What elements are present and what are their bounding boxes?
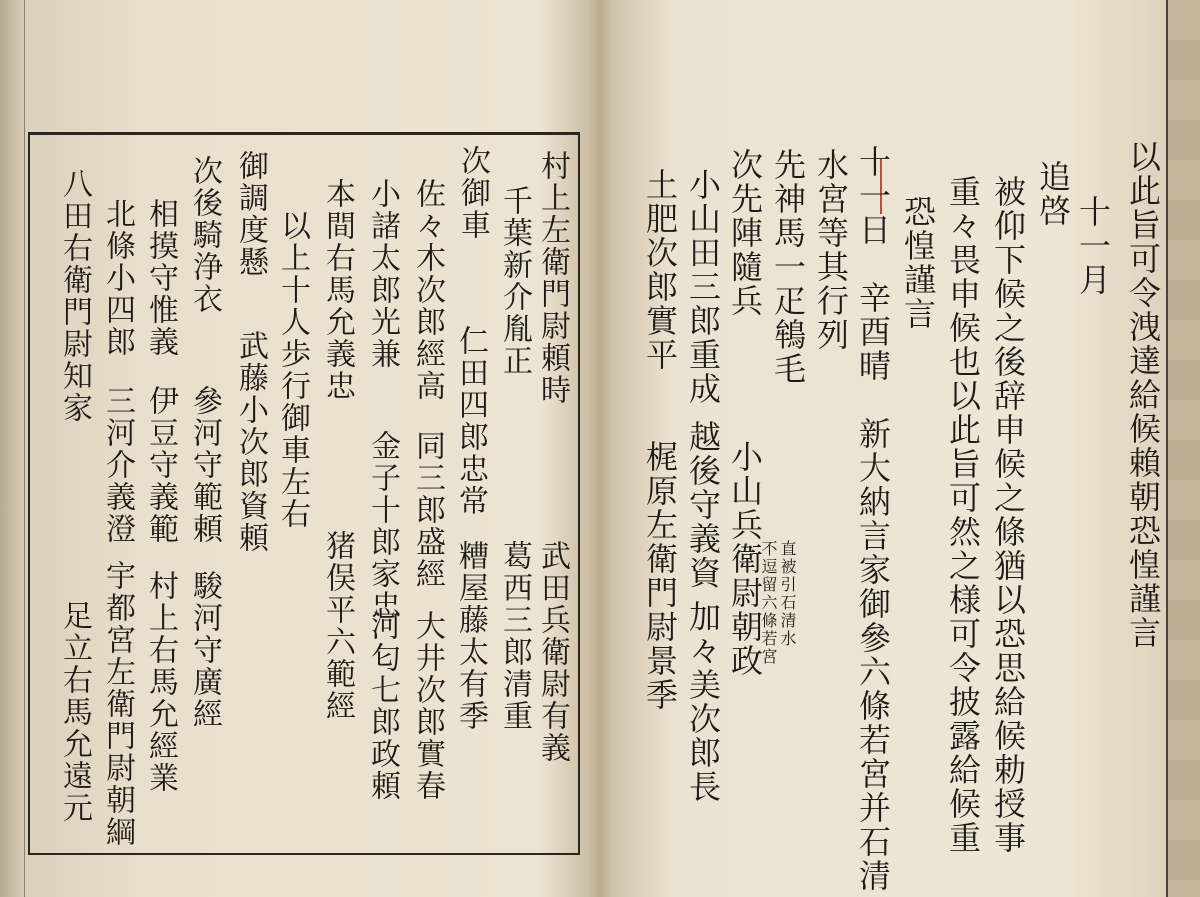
text-column: 小山田三郎重成 bbox=[684, 168, 722, 406]
text-column: 恐惶謹言 bbox=[899, 195, 937, 331]
text-column: 梶原左衛門尉景季 bbox=[641, 440, 679, 712]
text-column: 糟屋藤太有季 bbox=[453, 540, 488, 732]
text-column: 大井次郎實春 bbox=[410, 610, 445, 802]
text-column: 武田兵衛尉有義 bbox=[535, 540, 570, 764]
text-column: 次御車 bbox=[455, 145, 490, 241]
interlinear-note bbox=[760, 540, 796, 666]
text-column: 被仰下候之後辞申候之條猶以恐思給候勅授事 bbox=[989, 175, 1027, 855]
text-column: 金子十郎家忠 bbox=[365, 430, 400, 622]
text-column: 河匂七郎政頼 bbox=[365, 610, 400, 802]
text-column: 重々畏申候也以此旨可然之様可令披露給候重 bbox=[944, 175, 982, 855]
text-column: 駿河守廣經 bbox=[187, 570, 222, 730]
text-column: 宇都宮左衛門尉朝綱 bbox=[100, 560, 135, 848]
note-line: 直被引石清水 bbox=[778, 540, 797, 648]
text-column: 水宮等其行列 bbox=[812, 148, 850, 352]
text-column: 千葉新介胤正 bbox=[497, 185, 532, 377]
text-column: 三河介義澄 bbox=[100, 385, 135, 545]
text-column: 伊豆守義範 bbox=[143, 385, 178, 545]
text-column: 追啓 bbox=[1034, 160, 1072, 228]
text-column: 村上左衛門尉頼時 bbox=[535, 150, 570, 406]
text-column: 猪俣平六範經 bbox=[320, 530, 355, 722]
text-column: 本間右馬允義忠 bbox=[320, 178, 355, 402]
text-column: 參河守範頼 bbox=[187, 385, 222, 545]
text-column: 小諸太郎光兼 bbox=[365, 178, 400, 370]
text-column: 相摸守惟義 bbox=[143, 198, 178, 358]
text-column: 武藤小次郎資頼 bbox=[233, 330, 268, 554]
text-column: 佐々木次郎經高 bbox=[410, 178, 445, 402]
text-column: 土肥次郎實平 bbox=[641, 168, 679, 372]
text-column: 葛西三郎清重 bbox=[497, 540, 532, 732]
right-page-edge bbox=[1166, 0, 1200, 897]
text-column: 同三郎盛經 bbox=[410, 430, 445, 590]
text-column: 十一日 辛酉晴 新大納言家御參六條若宮并石清 bbox=[854, 145, 892, 893]
text-column: 御調度懸 bbox=[233, 150, 268, 278]
text-column: 村上右馬允經業 bbox=[143, 570, 178, 794]
text-column: 次後騎浄衣 bbox=[187, 155, 222, 315]
text-column: 小山兵衛尉朝政 bbox=[726, 440, 764, 678]
text-column: 先神馬一疋鴾毛 bbox=[769, 148, 807, 386]
text-column: 以上十人歩行御車左右 bbox=[275, 210, 310, 530]
text-column: 八田右衛門尉知家 bbox=[57, 168, 92, 424]
text-column: 越後守義資 bbox=[684, 420, 722, 590]
text-column: 以此旨可令洩達給候賴朝恐惶謹言 bbox=[1124, 140, 1162, 650]
text-column: 北條小四郎 bbox=[100, 198, 135, 358]
text-column: 次先陣隨兵 bbox=[726, 148, 764, 318]
text-column: 十一月 bbox=[1074, 195, 1112, 297]
text-column: 加々美次郎長 bbox=[684, 600, 722, 804]
text-column: 足立右馬允遠元 bbox=[57, 600, 92, 824]
note-line: 不逗留六條若宮 bbox=[759, 540, 778, 666]
text-column: 仁田四郎忠常 bbox=[453, 325, 488, 517]
